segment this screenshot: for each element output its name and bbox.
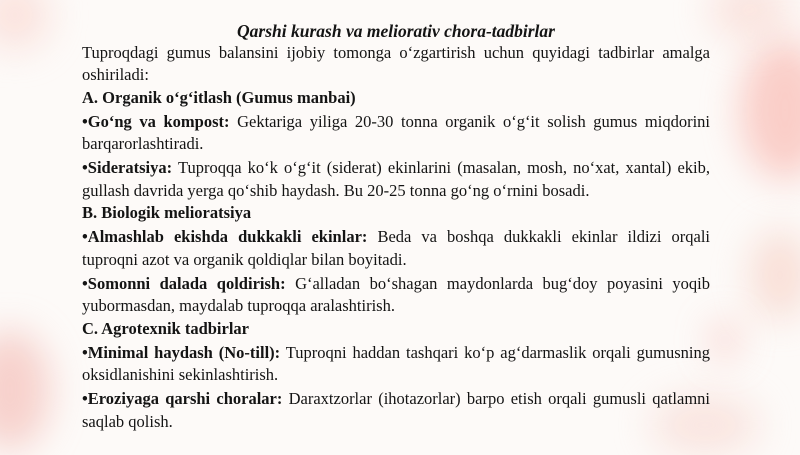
bullet-text: Tuproqqa ko‘k o‘g‘it (siderat) ekinlarini (masalan, mosh, no‘xat, xantal) ekib, gullash davrida yerga qo‘shib haydash. Bu 20-25 tonna go‘ng o‘rnini bosadi.: [82, 158, 710, 200]
intro-text: Tuproqdagi gumus balansini ijobiy tomonga o‘zgartirish uchun quyidagi tadbirlar amalga oshiriladi:: [82, 43, 710, 85]
section-heading: A. Organik o‘g‘itlash (Gumus manbai): [82, 87, 356, 107]
slide-title: Qarshi kurash va meliorativ chora-tadbirlar: [237, 21, 555, 41]
section-heading: C. Agrotexnik tadbirlar: [82, 318, 249, 338]
section-agrotechnical: [82, 318, 710, 433]
decor-blob: [0, 330, 50, 450]
bullet-text: Gektariga yiliga 20-30 tonna organik o‘g‘it solish gumus miqdorini barqarorlashtiradi.: [82, 111, 710, 154]
bullet-lead: •Somonni dalada qoldirish:: [82, 273, 286, 293]
bullet-text: G‘alladan bo‘shagan maydonlarda bug‘doy poyasini yoqib yubormasdan, maydalab tuproqqa aralashtirish.: [82, 273, 710, 316]
bullet-item: [82, 273, 710, 318]
bullet-item: [82, 342, 710, 387]
bullet-text: Beda va boshqa dukkakli ekinlar ildizi orqali tuproqni azot va organik qoldiqlar bilan boyitadi.: [82, 227, 710, 269]
section-heading: B. Biologik melioratsiya: [82, 203, 252, 223]
decor-blob: [740, 40, 800, 180]
bullet-text: Daraxtzorlar (ihotazorlar) barpo etish orqali gumusli qatlamni saqlab qolish.: [82, 389, 710, 431]
bullet-lead: •Minimal haydash (No-till):: [82, 342, 281, 362]
bullet-lead: •Go‘ng va kompost:: [82, 111, 230, 131]
slide-content: [82, 20, 710, 433]
bullet-text: Tuproqni haddan tashqari ko‘p ag‘darmaslik orqali gumusning oksidlanishini sekinlashtirish.: [82, 342, 710, 385]
bullet-lead: •Almashlab ekishda dukkakli ekinlar:: [82, 227, 368, 247]
bullet-item: [82, 388, 710, 433]
decor-blob: [710, 0, 790, 40]
section-biological: [82, 202, 710, 317]
bullet-lead: •Sideratsiya:: [82, 158, 173, 178]
bullet-lead: •Eroziyaga qarshi choralar:: [82, 389, 283, 409]
bullet-item: [82, 111, 710, 156]
bullet-item: [82, 157, 710, 202]
section-organic: [82, 87, 710, 202]
decor-blob: [710, 320, 740, 360]
bullet-item: [82, 226, 710, 271]
decor-blob: [0, 0, 50, 50]
decor-blob: [750, 230, 800, 320]
